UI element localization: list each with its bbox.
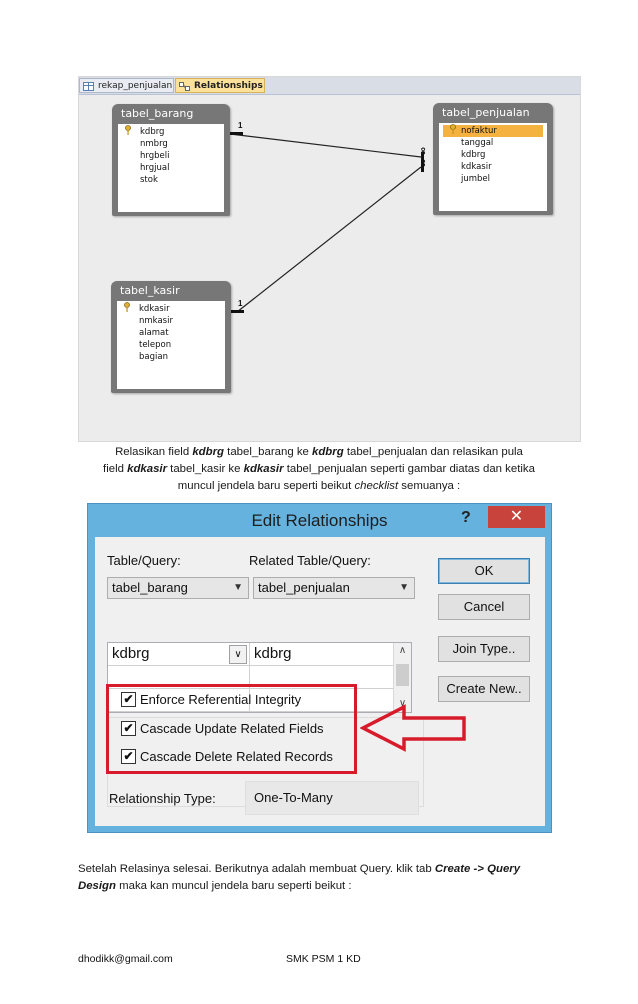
field-bagian[interactable]: bagian	[139, 352, 168, 362]
many-marker-1: ∞	[416, 147, 429, 155]
scrollbar-thumb[interactable]	[396, 664, 409, 686]
edit-relationships-dialog	[87, 503, 552, 833]
table-query-label: Table/Query:	[107, 553, 181, 568]
field-hrgbeli[interactable]: hrgbeli	[140, 151, 170, 161]
relationships-screenshot	[78, 76, 581, 442]
menu-path-emphasis: Design	[78, 880, 116, 892]
field-list	[118, 124, 224, 212]
text: tabel_kasir ke	[167, 463, 244, 475]
menu-path-emphasis: Create -> Query	[434, 863, 521, 875]
key-icon	[124, 125, 132, 135]
tab-label: rekap_penjualan	[98, 81, 173, 91]
field-nofaktur[interactable]: nofaktur	[443, 125, 543, 137]
chevron-down-icon[interactable]: ∨	[229, 645, 247, 664]
key-icon	[449, 124, 457, 134]
join-type-button[interactable]: Join Type..	[438, 636, 530, 662]
footer-school: SMK PSM 1 KD	[286, 953, 361, 965]
annotation-arrow-icon	[360, 703, 470, 753]
instruction-paragraph-1	[76, 444, 562, 495]
checkbox-checked-icon[interactable]: ✔	[121, 721, 136, 736]
grid-scrollbar[interactable]	[393, 643, 411, 712]
checkbox-checked-icon[interactable]: ✔	[121, 692, 136, 707]
select-value: tabel_penjualan	[258, 580, 350, 595]
chevron-up-icon[interactable]: ∧	[398, 645, 407, 656]
join-line-barang-penjualan	[230, 134, 421, 157]
text: Relasikan field	[115, 446, 193, 458]
field-nmbrg[interactable]: nmbrg	[140, 139, 168, 149]
checklist-emphasis: checklist	[354, 480, 399, 492]
field-jumbel[interactable]: jumbel	[461, 174, 491, 184]
field-nmkasir[interactable]: nmkasir	[139, 316, 173, 326]
join-line-kasir-penjualan	[237, 167, 421, 312]
checkbox-checked-icon[interactable]: ✔	[121, 749, 136, 764]
text: tabel_barang ke	[223, 446, 313, 458]
cancel-button[interactable]: Cancel	[438, 594, 530, 620]
table-title: tabel_kasir	[120, 284, 180, 297]
grid-cell-right[interactable]	[250, 643, 395, 666]
text: semuanya :	[398, 480, 461, 492]
option-label: Cascade Delete Related Records	[140, 749, 333, 764]
field-name-emphasis: kdkasir	[127, 463, 168, 475]
dialog-body	[95, 537, 545, 826]
one-marker-kasir: 1	[238, 299, 243, 308]
field-list	[117, 301, 225, 389]
table-title: tabel_barang	[121, 107, 194, 120]
table-query-select[interactable]	[107, 577, 249, 599]
field-hrgjual[interactable]: hrgjual	[140, 163, 170, 173]
footer-email: dhodikk@gmail.com	[78, 953, 173, 965]
many-marker-2: ∞	[416, 159, 429, 167]
cell-value: kdbrg	[112, 645, 150, 662]
text: muncul jendela baru seperti beikut	[177, 480, 355, 492]
related-table-query-label: Related Table/Query:	[249, 553, 371, 568]
chevron-down-icon: ▼	[399, 582, 409, 593]
table-box-tabel-penjualan[interactable]	[433, 103, 553, 215]
select-value: tabel_barang	[112, 580, 188, 595]
option-label: Enforce Referential Integrity	[140, 692, 302, 707]
help-button[interactable]: ?	[461, 509, 471, 526]
field-list	[439, 123, 547, 211]
field-name-emphasis: kdkasir	[243, 463, 284, 475]
text: maka kan muncul jendela baru seperti beikut :	[115, 880, 352, 892]
field-tanggal[interactable]: tanggal	[461, 138, 494, 148]
highlight-box	[106, 684, 357, 774]
text: field	[103, 463, 128, 475]
chevron-down-icon: ▼	[233, 582, 243, 593]
field-kdkasir[interactable]: kdkasir	[139, 304, 170, 314]
text: tabel_penjualan seperti gambar diatas dan ketika	[283, 463, 535, 475]
field-name-emphasis: kdbrg	[312, 446, 344, 458]
table-title: tabel_penjualan	[442, 106, 530, 119]
option-label: Cascade Update Related Fields	[140, 721, 324, 736]
cell-value: kdbrg	[254, 645, 292, 662]
relationship-type-value: One-To-Many	[245, 781, 419, 815]
field-kdkasir[interactable]: kdkasir	[461, 162, 492, 172]
field-name-emphasis: kdbrg	[192, 446, 224, 458]
table-box-tabel-kasir[interactable]	[111, 281, 231, 393]
relationship-type-label: Relationship Type:	[109, 791, 216, 806]
field-kdbrg[interactable]: kdbrg	[461, 150, 486, 160]
create-new-button[interactable]: Create New..	[438, 676, 530, 702]
instruction-paragraph-2	[78, 861, 564, 895]
related-table-query-select[interactable]	[253, 577, 415, 599]
text: Setelah Relasinya selesai. Berikutnya adalah membuat Query. klik tab	[78, 863, 435, 875]
close-button[interactable]: ✕	[488, 506, 545, 528]
dialog-title: Edit Relationships	[251, 511, 388, 530]
one-marker-barang: 1	[238, 121, 243, 130]
field-stok[interactable]: stok	[140, 175, 158, 185]
grid-cell-left[interactable]	[108, 643, 250, 666]
table-box-tabel-barang[interactable]	[112, 104, 230, 216]
field-telepon[interactable]: telepon	[139, 340, 172, 350]
text: tabel_penjualan dan relasikan pula	[343, 446, 523, 458]
field-alamat[interactable]: alamat	[139, 328, 169, 338]
ok-button[interactable]: OK	[438, 558, 530, 584]
key-icon	[123, 302, 131, 312]
field-kdbrg[interactable]: kdbrg	[140, 127, 165, 137]
tab-label: Relationships	[194, 81, 263, 91]
chevron-down-icon[interactable]: ∨	[398, 698, 407, 709]
